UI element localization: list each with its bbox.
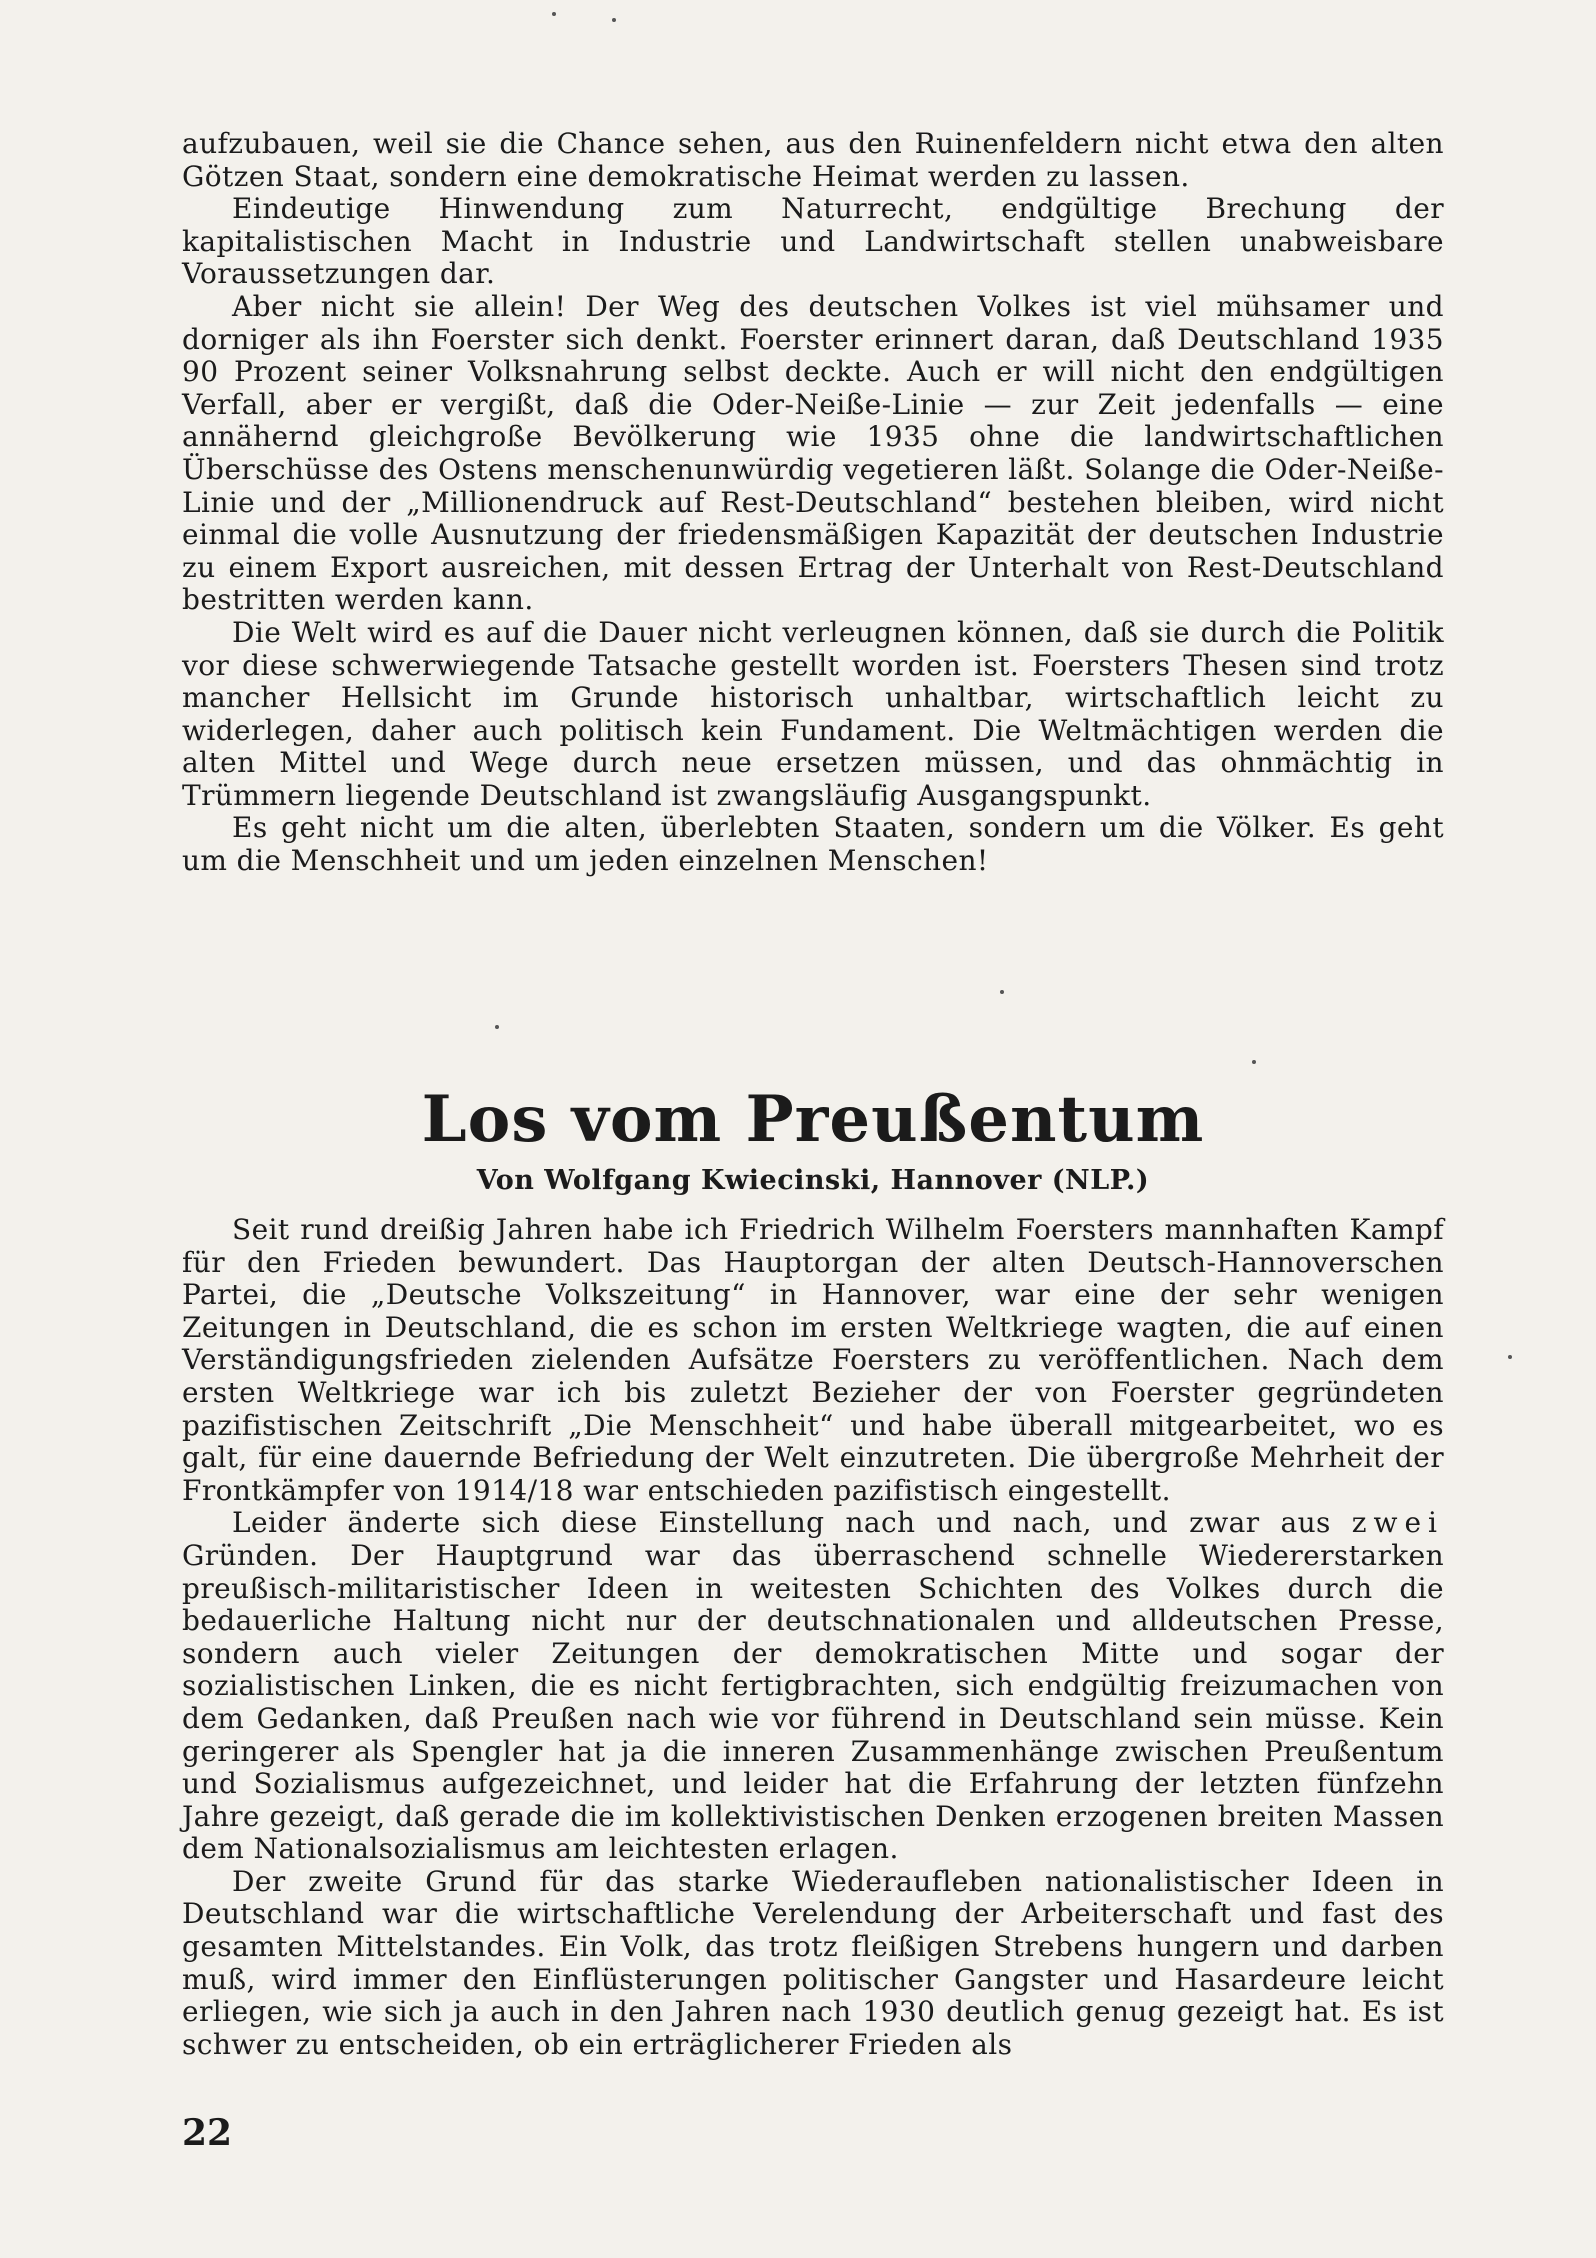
paragraph [182, 1507, 1444, 1866]
scan-speck [1000, 990, 1004, 994]
paragraph-text: Gründen. Der Hauptgrund war das überraschend schnelle Wiedererstarken preußisch-militaristischer Ideen in weitesten Schichten des Volkes durch die bedauerliche Haltung nicht nur der deutschnationalen und alldeutschen Presse, sondern auch vieler Zeitungen der demokratischen Mitte und sogar der sozialistischen Linken, die es nicht fertigbrachten, sich endgültig freizumachen von dem Gedanken, daß Preußen nach wie vor führend in Deutschland sein müsse. Kein geringerer als Spengler hat ja die inneren Zusammenhänge zwischen Preußentum und Sozialismus aufgezeichnet, und leider hat die Erfahrung der letzten fünfzehn Jahre gezeigt, daß gerade die im kollektivistischen Denken erzogenen breiten Massen dem Nationalsozialismus am leichtesten erlagen. [182, 1538, 1444, 1866]
paragraph: Es geht nicht um die alten, überlebten Staaten, sondern um die Völker. Es geht um die Menschheit und um jeden einzelnen Menschen! [182, 811, 1444, 878]
paragraph: Der zweite Grund für das starke Wiederaufleben nationalistischer Ideen in Deutschland war die wirtschaftliche Verelendung der Arbeiterschaft und fast des gesamten Mittelstandes. Ein Volk, das trotz fleißigen Strebens hungern und darben muß, wird immer den Einflüsterungen politischer Gangster und Hasardeure leicht erliegen, wie sich ja auch in den Jahren nach 1930 deutlich genug gezeigt hat. Es ist schwer zu entscheiden, ob ein erträglicherer Frieden als [182, 1864, 1444, 2061]
paragraph: aufzubauen, weil sie die Chance sehen, aus den Ruinenfeldern nicht etwa den alten Götzen Staat, sondern eine demokratische Heimat werden zu lassen. [182, 127, 1444, 193]
scan-speck [495, 1025, 499, 1029]
article-title: Los vom Preußentum [421, 1082, 1205, 1157]
paragraph: Eindeutige Hinwendung zum Naturrecht, endgültige Brechung der kapitalistischen Macht in Industrie und Landwirtschaft stellen unabweisbare Voraussetzungen dar. [182, 192, 1444, 291]
paragraph-text: Leider änderte sich diese Einstellung nach und nach, und zwar aus [232, 1506, 1352, 1540]
scan-speck [612, 18, 616, 22]
paragraph: Seit rund dreißig Jahren habe ich Friedrich Wilhelm Foersters mannhaften Kampf für den Frieden bewundert. Das Hauptorgan der alten Deutsch-Hannoverschen Partei, die „Deutsche Volkszeitung“ in Hannover, war eine der sehr wenigen Zeitungen in Deutschland, die es schon im ersten Weltkriege wagten, die auf einen Verständigungsfrieden zielenden Aufsätze Foersters zu veröffentlichen. Nach dem ersten Weltkriege war ich bis zuletzt Bezieher der von Foerster gegründeten pazifistischen Zeitschrift „Die Menschheit“ und habe überall mitgearbeitet, wo es galt, für eine dauernde Befriedung der Welt einzutreten. Die übergroße Mehrheit der Frontkämpfer von 1914/18 war entschieden pazifistisch eingestellt. [182, 1213, 1444, 1507]
article-byline: Von Wolfgang Kwiecinski, Hannover (NLP.) [476, 1165, 1150, 1196]
article-body [182, 1214, 1444, 2061]
emphasized-word: zwei [1351, 1506, 1444, 1540]
page-number: 22 [182, 2112, 233, 2154]
upper-text-section [182, 128, 1444, 878]
paragraph: Aber nicht sie allein! Der Weg des deutschen Volkes ist viel mühsamer und dorniger als ihn Foerster sich denkt. Foerster erinnert daran, daß Deutschland 1935 90 Prozent seiner Volksnahrung selbst deckte. Auch er will nicht den endgültigen Verfall, aber er vergißt, daß die Oder-Neiße-Linie — zur Zeit jedenfalls — eine annähernd gleichgroße Bevölkerung wie 1935 ohne die landwirtschaftlichen Überschüsse des Ostens menschenunwürdig vegetieren läßt. Solange die Oder-Neiße-Linie und der „Millionendruck auf Rest-Deutschland“ bestehen bleiben, wird nicht einmal die volle Ausnutzung der friedensmäßigen Kapazität der deutschen Industrie zu einem Export ausreichen, mit dessen Ertrag der Unterhalt von Rest-Deutschland bestritten werden kann. [182, 289, 1444, 617]
scan-speck [1252, 1060, 1256, 1064]
scan-speck [552, 12, 556, 16]
scan-speck [1508, 1355, 1512, 1359]
paragraph: Die Welt wird es auf die Dauer nicht verleugnen können, daß sie durch die Politik vor diese schwerwiegende Tatsache gestellt worden ist. Foersters Thesen sind trotz mancher Hellsicht im Grunde historisch unhaltbar, wirtschaftlich leicht zu widerlegen, daher auch politisch kein Fundament. Die Weltmächtigen werden die alten Mittel und Wege durch neue ersetzen müssen, und das ohnmächtig in Trümmern liegende Deutschland ist zwangsläufig Ausgangspunkt. [182, 615, 1444, 812]
